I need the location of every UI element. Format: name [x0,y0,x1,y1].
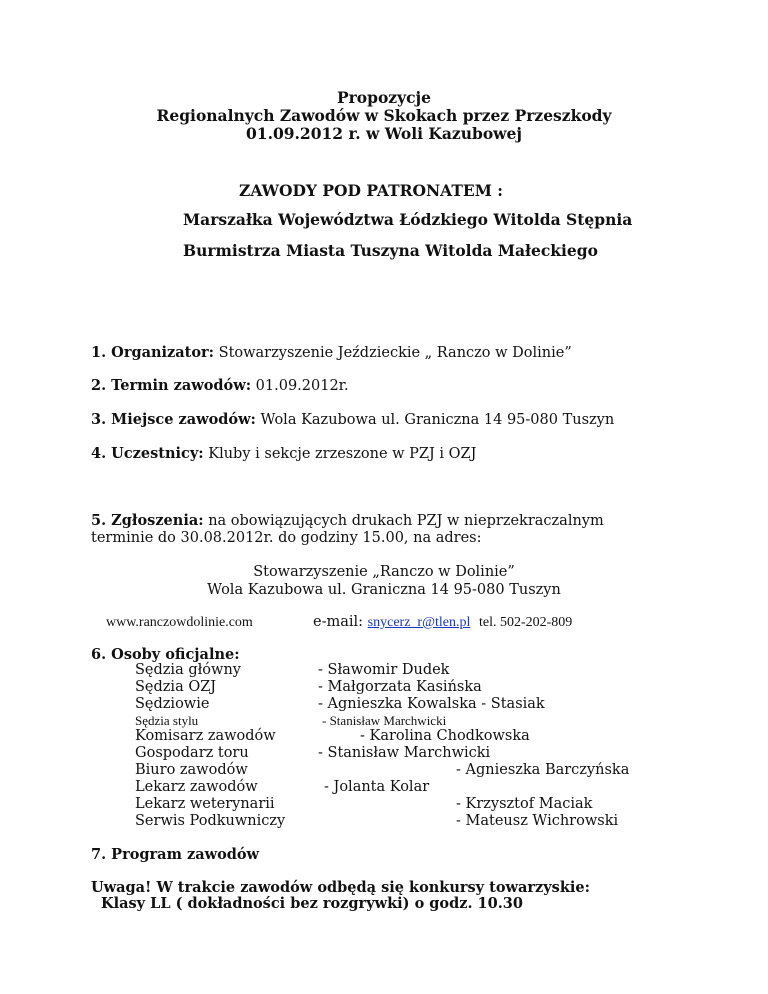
program-note-line-2: Klasy LL ( dokładności bez rozgrywki) o godz. 10.30 [101,895,523,912]
official-name: - Małgorzata Kasińska [318,679,482,695]
applications-line [91,512,604,529]
official-name: - Agnieszka Barczyńska [456,762,630,778]
official-role: Biuro zawodów [135,762,248,778]
participants-line [91,445,476,462]
contact-org-name: Stowarzyszenie „Ranczo w Dolinie” [253,564,515,580]
official-role: Gospodarz toru [135,745,249,761]
applications-label: 5. Zgłoszenia: [91,512,204,529]
website-text: www.ranczowdolinie.com [106,615,253,630]
document-title-line-2: Regionalnych Zawodów w Skokach przez Przeszkody [156,106,612,125]
official-name: - Agnieszka Kowalska - Stasiak [318,696,545,712]
official-role: Komisarz zawodów [135,728,276,744]
email-line [313,614,572,631]
official-name: - Krzysztof Maciak [456,796,593,812]
document-title-line-1: Propozycje [336,88,432,107]
program-note-line-1: Uwaga! W trakcie zawodów odbędą się konkursy towarzyskie: [91,879,590,896]
date-value: 01.09.2012r. [251,378,349,394]
date-line [91,377,349,394]
program-heading: 7. Program zawodów [91,846,260,863]
applications-value: na obowiązujących drukach PZJ w nieprzekraczalnym [203,513,604,529]
officials-heading: 6. Osoby oficjalne: [91,646,240,663]
official-name: - Sławomir Dudek [318,662,450,678]
place-label: 3. Miejsce zawodów: [91,411,256,428]
organizer-value: Stowarzyszenie Jeździeckie „ Ranczo w Dolinie” [214,345,572,361]
applications-line-2: terminie do 30.08.2012r. do godziny 15.00, na adres: [91,530,482,546]
official-name: - Stanisław Marchwicki [318,745,491,761]
participants-label: 4. Uczestnicy: [91,445,204,462]
official-role: Serwis Podkuwniczy [135,813,286,829]
official-role: Sędziowie [135,696,210,712]
participants-value: Kluby i sekcje zrzeszone w PZJ i OZJ [203,446,477,462]
email-link[interactable]: snycerz_r@tlen.pl [367,615,471,630]
email-label: e-mail: [313,614,364,630]
date-label: 2. Termin zawodów: [91,377,252,394]
patronage-heading: ZAWODY POD PATRONATEM : [239,181,503,200]
place-line [91,411,614,428]
organizer-label: 1. Organizator: [91,344,215,361]
patron-2: Burmistrza Miasta Tuszyna Witolda Małeckiego [183,241,598,260]
document-title-line-3: 01.09.2012 r. w Woli Kazubowej [246,124,522,143]
contact-address: Wola Kazubowa ul. Graniczna 14 95-080 Tuszyn [207,582,561,598]
official-name: - Jolanta Kolar [324,779,430,795]
official-name: - Stanisław Marchwicki [322,713,447,728]
phone-text: tel. 502-202-809 [478,615,573,630]
official-name: - Karolina Chodkowska [360,728,530,744]
official-role: Lekarz weterynarii [135,796,275,812]
official-role: Sędzia stylu [135,713,199,728]
official-role: Sędzia OZJ [135,679,217,695]
place-value: Wola Kazubowa ul. Graniczna 14 95-080 Tuszyn [255,412,615,428]
organizer-line [91,344,572,361]
patron-1: Marszałka Województwa Łódzkiego Witolda Stępnia [183,210,633,229]
official-role: Sędzia główny [135,662,241,678]
official-role: Lekarz zawodów [135,779,258,795]
official-name: - Mateusz Wichrowski [456,813,619,829]
